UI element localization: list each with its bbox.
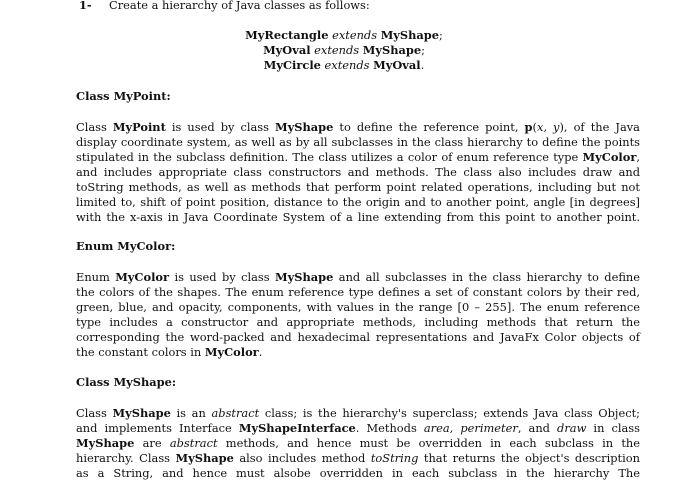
bold-term: MyPoint (112, 120, 166, 134)
paragraph-mypoint (76, 120, 640, 225)
italic-term: area, perimeter (423, 421, 518, 435)
item-number: 1- (79, 0, 92, 12)
item-title: Create a hierarchy of Java classes as follows: (109, 0, 370, 12)
hierarchy-line (0, 28, 688, 43)
bold-term: p (524, 120, 533, 134)
section-heading-myshape: Class MyShape: (76, 375, 177, 389)
italic-term: draw (557, 421, 587, 435)
bold-term: MyShape (275, 270, 334, 284)
hierarchy-child: MyCircle (263, 58, 321, 72)
italic-term: toString (370, 451, 419, 465)
paragraph-line: toString methods, as well as methods that perform point related operations, including but not (76, 180, 640, 194)
paragraph-line: limited to, shift of point position, distance to the origin and to another point, angle [in degrees] (76, 195, 640, 209)
paragraph-myshape (76, 406, 640, 481)
paragraph-line: and implements Interface MyShapeInterface. Methods area, perimeter, and draw in class (76, 421, 640, 435)
hierarchy-child: MyOval (263, 43, 311, 57)
hierarchy-end: ; (421, 43, 425, 57)
bold-term: MyShape (175, 451, 234, 465)
paragraph-line: the constant colors in MyColor. (76, 345, 263, 359)
bold-term: MyColor (115, 270, 170, 284)
hierarchy-parent: MyOval (373, 58, 421, 72)
paragraph-line: corresponding the word-packed and hexadecimal representations and JavaFx Color objects of (76, 330, 640, 344)
bold-term: MyShape (112, 406, 171, 420)
paragraph-line: as a String, and hence must alsobe overridden in each subclass in the hierarchy The (76, 466, 640, 480)
hierarchy-line (0, 58, 688, 73)
hierarchy-keyword: extends (332, 28, 378, 42)
item-heading (79, 0, 370, 13)
paragraph-line: and includes appropriate class constructors and methods. The class also includes draw and (76, 165, 640, 179)
section-heading-mypoint: Class MyPoint: (76, 89, 171, 103)
hierarchy-line (0, 43, 688, 58)
paragraph-line: Class MyShape is an abstract class; is the hierarchy's superclass; extends Java class Object; (76, 406, 640, 420)
paragraph-line: MyShape are abstract methods, and hence must be overridden in each subclass in the (76, 436, 641, 450)
hierarchy-parent: MyShape (380, 28, 440, 42)
bold-term: MyColor (582, 150, 637, 164)
hierarchy-keyword: extends (314, 43, 360, 57)
paragraph-line: green, blue, and opacity, components, with values in the range [0 – 255]. The enum reference (76, 300, 640, 314)
hierarchy-child: MyRectangle (245, 28, 329, 42)
paragraph-line: with the x-axis in Java Coordinate System of a line extending from this point to another point. (76, 210, 640, 224)
hierarchy-end: ; (439, 28, 443, 42)
italic-term: abstract (211, 406, 260, 420)
hierarchy-keyword: extends (324, 58, 370, 72)
paragraph-line: Class MyPoint is used by class MyShape to define the reference point, p(x, y), of the Java (76, 120, 640, 134)
italic-term: abstract (169, 436, 218, 450)
bold-term: MyShapeInterface (238, 421, 356, 435)
hierarchy-end: . (420, 58, 425, 72)
paragraph-line: Enum MyColor is used by class MyShape and all subclasses in the class hierarchy to define (76, 270, 640, 284)
italic-term: x, y (536, 120, 560, 134)
paragraph-line: type includes a constructor and appropriate methods, including methods that return the (76, 315, 640, 329)
paragraph-line: stipulated in the subclass definition. The class utilizes a color of enum reference type MyColor, (76, 150, 640, 164)
paragraph-line: hierarchy. Class MyShape also includes method toString that returns the object's description (76, 451, 640, 465)
bold-term: MyColor (204, 345, 259, 359)
bold-term: MyShape (76, 436, 135, 450)
paragraph-mycolor (76, 270, 640, 360)
paragraph-line: the colors of the shapes. The enum reference type defines a set of constant colors by their red, (76, 285, 640, 299)
section-heading-mycolor: Enum MyColor: (76, 239, 176, 253)
class-hierarchy-block (0, 28, 688, 73)
paragraph-line: display coordinate system, as well as by all subclasses in the class hierarchy to define the points (76, 135, 640, 149)
bold-term: MyShape (275, 120, 334, 134)
hierarchy-parent: MyShape (362, 43, 422, 57)
